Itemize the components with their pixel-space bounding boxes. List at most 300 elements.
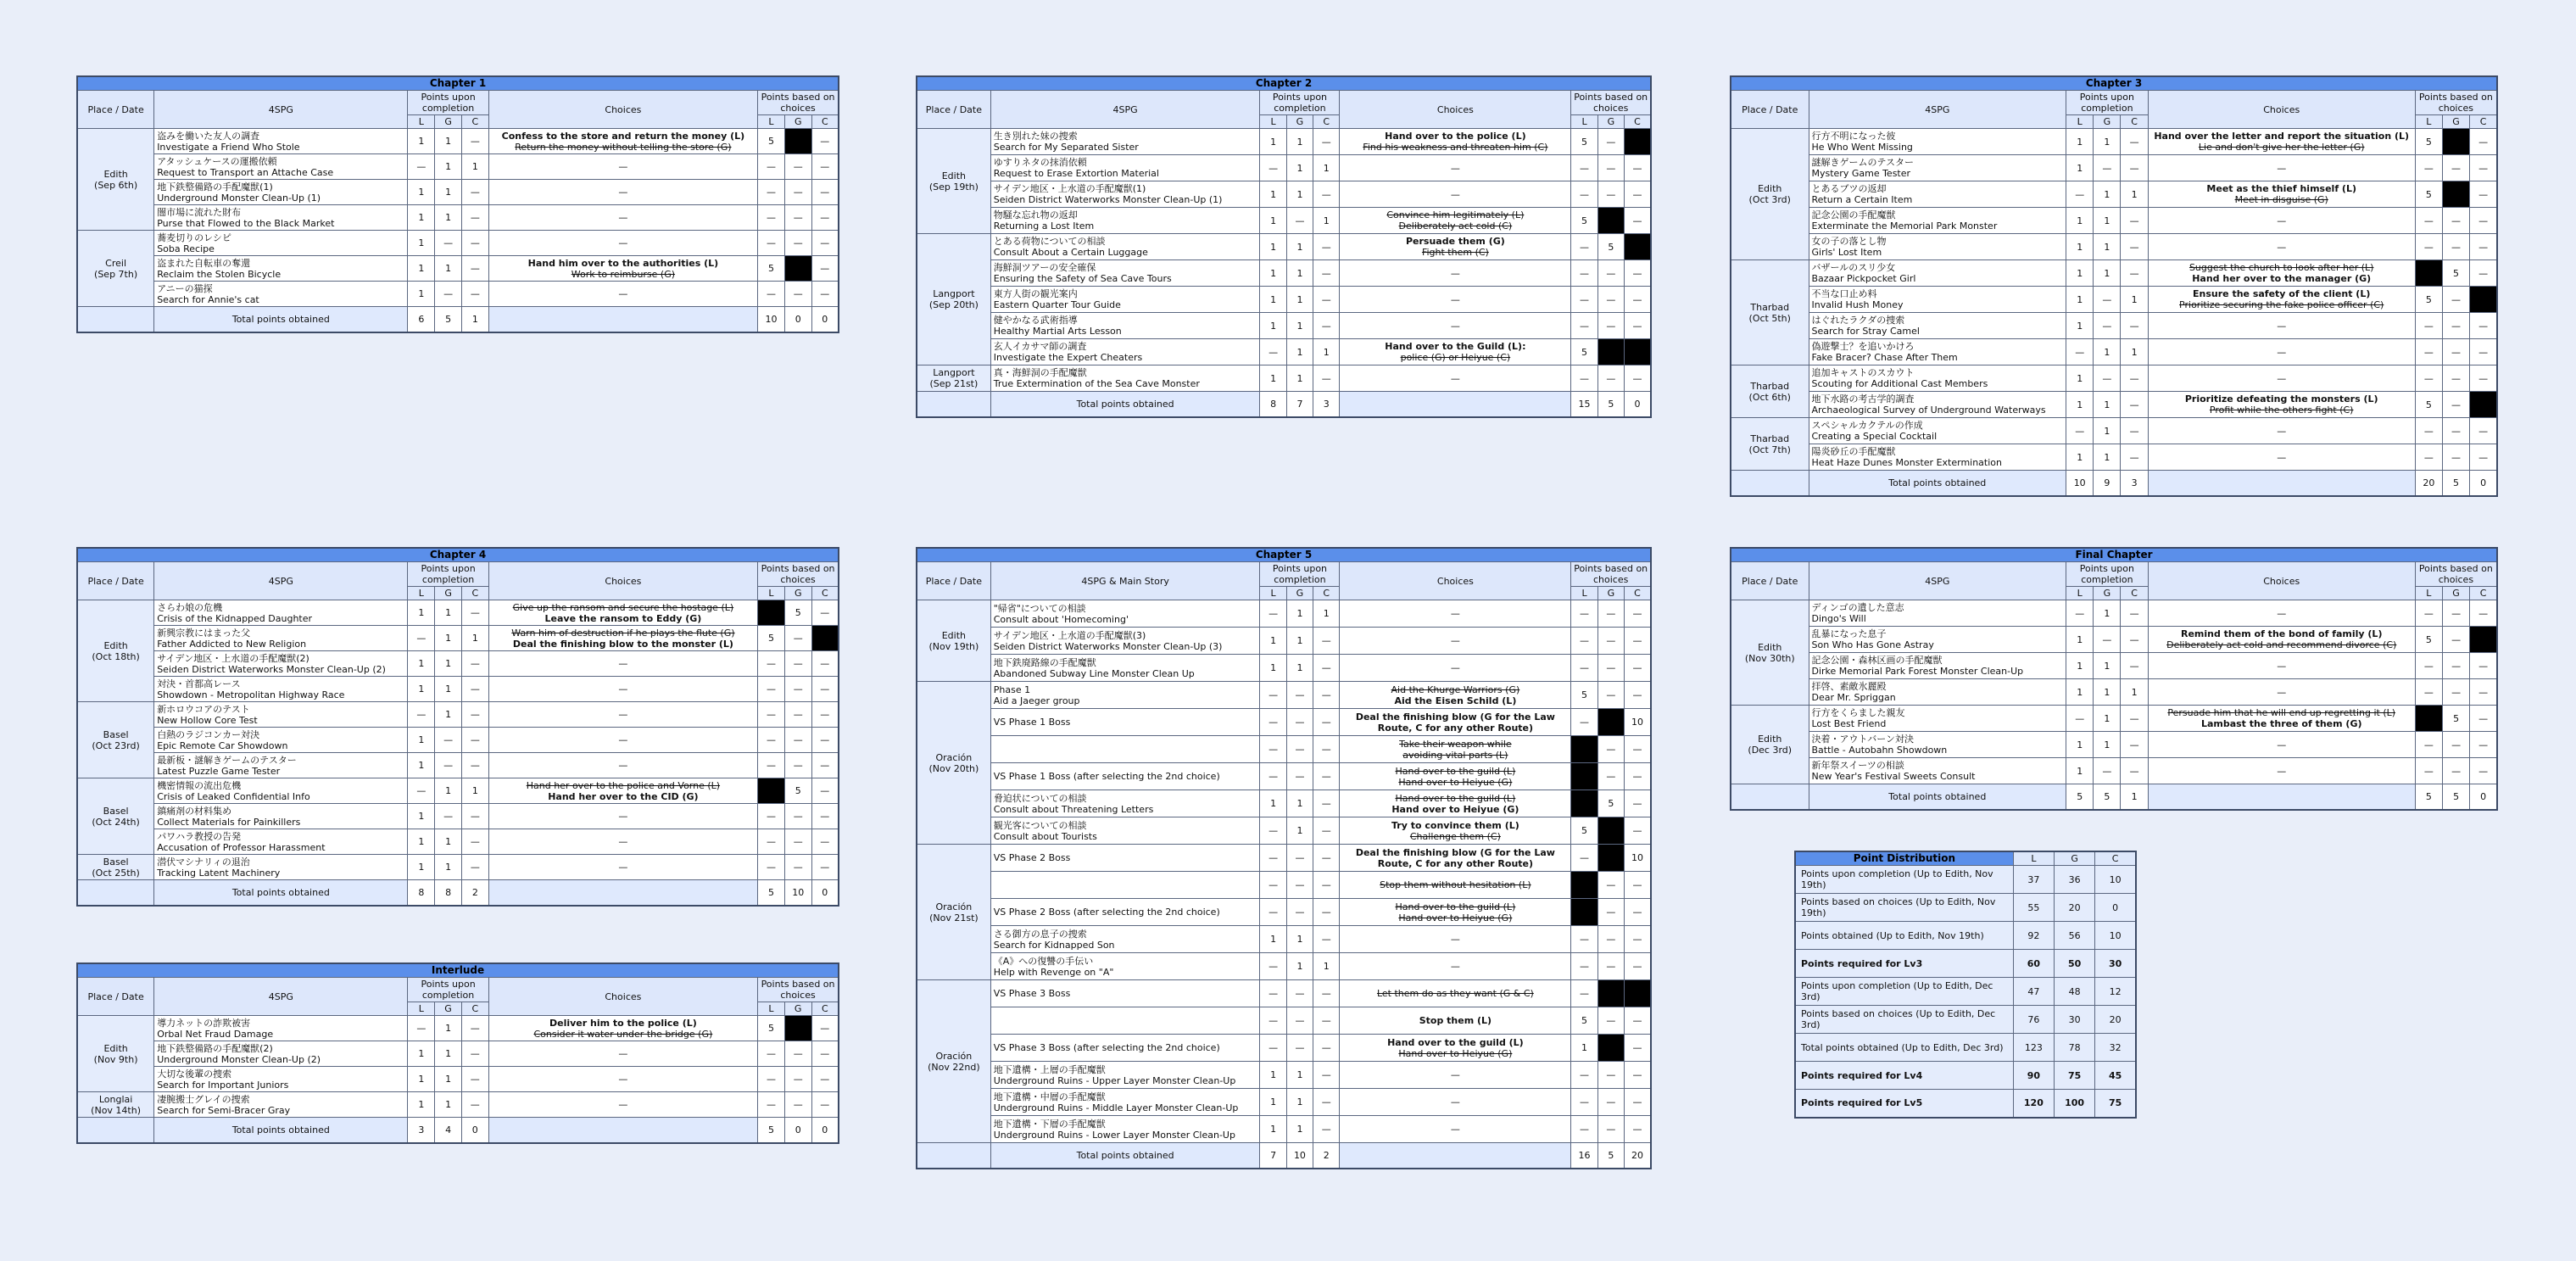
total-choice-spacer	[1340, 1143, 1571, 1169]
choice-text: Route, C for any other Route)	[1377, 722, 1534, 734]
completion-point-l: 1	[408, 600, 435, 626]
col-l-header: L	[408, 115, 435, 129]
choice-point-l: —	[1571, 628, 1597, 655]
choice-point-c: —	[1625, 790, 1652, 817]
total-choice-spacer	[1340, 392, 1571, 417]
choice-point-l: —	[1571, 600, 1597, 628]
total-spacer	[917, 392, 990, 417]
choice-text: —	[618, 187, 628, 198]
quest-cell	[1809, 418, 2066, 444]
completion-point-l: 1	[2066, 392, 2094, 418]
choice-point-c: —	[2470, 129, 2497, 155]
choice-point-g: —	[1597, 1062, 1624, 1089]
quest-header: 4SPG	[990, 91, 1260, 129]
choice-point-g: —	[784, 728, 811, 753]
completion-point-l: 1	[1260, 234, 1286, 260]
quest-cell	[1809, 600, 2066, 627]
quest-cell	[154, 753, 408, 778]
completion-point-g: 1	[2094, 600, 2121, 627]
choice-cell	[488, 1067, 757, 1092]
completion-point-c: —	[1313, 628, 1340, 655]
choice-text: —	[2277, 660, 2287, 672]
place-date-line: (Nov 22nd)	[928, 1061, 980, 1073]
choice-point-c: —	[1625, 600, 1652, 628]
completion-point-l: —	[1260, 339, 1286, 365]
place-date-line: Longlai	[98, 1093, 133, 1105]
choice-point-c: —	[1625, 181, 1652, 208]
choice-point-l: —	[1571, 260, 1597, 287]
completion-point-c: —	[461, 855, 488, 880]
quest-header: 4SPG	[1809, 562, 2066, 600]
quest-name-en: Collect Materials for Painkillers	[157, 816, 301, 828]
choice-text: Give up the ransom and secure the hostage (L)	[512, 601, 734, 613]
place-date-line: Tharbad	[1750, 301, 1790, 313]
place-date-line: (Nov 20th)	[928, 762, 979, 774]
completion-point-l: 1	[2066, 679, 2094, 706]
choice-cell	[1340, 287, 1571, 313]
table-row	[1795, 978, 2136, 1006]
quest-name-en: Epic Remote Car Showdown	[157, 739, 288, 751]
table-row	[77, 778, 839, 804]
quest-name-en: Search for Annie's cat	[157, 293, 259, 305]
choice-cell	[488, 829, 757, 855]
choice-text: —	[1450, 635, 1460, 646]
choice-point-l: —	[1571, 155, 1597, 181]
completion-point-c: —	[2121, 627, 2148, 653]
choice-text: Suggest the church to look after her (L)	[2188, 262, 2374, 273]
choice-point-l: —	[2415, 444, 2442, 471]
completion-point-l: 1	[408, 1041, 435, 1067]
col-c-header: C	[811, 1002, 839, 1016]
total-value-c: 0	[811, 880, 839, 906]
quest-name-en: VS Phase 3 Boss	[993, 988, 1071, 999]
place-date-line: Edith	[103, 168, 128, 180]
quest-name-en: Returning a Lost Item	[993, 220, 1095, 232]
completion-point-g: 1	[1286, 1089, 1313, 1116]
distribution-label: Total points obtained (Up to Edith, Dec 3rd)	[1795, 1034, 2013, 1062]
total-value-g: 8	[435, 880, 462, 906]
quest-name-en: Underground Ruins - Middle Layer Monster Clean-Up	[993, 1102, 1239, 1113]
choice-point-l: —	[2415, 732, 2442, 758]
quest-cell	[990, 628, 1260, 655]
completion-point-g: 1	[1286, 155, 1313, 181]
choices-header: Choices	[488, 91, 757, 129]
completion-point-l: 1	[1260, 1089, 1286, 1116]
choice-point-l: 5	[2415, 627, 2442, 653]
table-row	[917, 872, 1651, 899]
quest-cell	[1809, 653, 2066, 679]
completion-points-header: Points upon completion	[2066, 562, 2149, 587]
choice-point-c: —	[2470, 365, 2497, 392]
choice-point-blocked-g	[1597, 845, 1624, 872]
place-date-line: (Nov 30th)	[1744, 652, 1795, 664]
choice-cell	[488, 154, 757, 180]
table-row	[917, 600, 1651, 628]
completion-point-g: —	[1286, 763, 1313, 790]
table-row	[77, 626, 839, 651]
col-c-header: C	[1313, 587, 1340, 600]
choice-point-g: —	[1597, 1089, 1624, 1116]
place-date-header: Place / Date	[917, 91, 990, 129]
choice-point-l: 1	[1571, 1035, 1597, 1062]
choice-point-l: —	[1571, 313, 1597, 339]
quest-name-jp: さらわ娘の危機	[157, 601, 223, 613]
choice-point-c: —	[2470, 444, 2497, 471]
completion-point-g: —	[2094, 758, 2121, 784]
table-row	[917, 628, 1651, 655]
choice-cell	[488, 651, 757, 677]
choice-point-c: —	[2470, 181, 2497, 208]
choice-point-g: —	[2442, 313, 2469, 339]
point-distribution-table	[1794, 851, 2137, 1119]
quest-name-en: Request to Erase Extortion Material	[993, 168, 1159, 179]
choice-point-c: —	[2470, 155, 2497, 181]
choice-text: —	[618, 212, 628, 223]
col-c-header: C	[461, 1002, 488, 1016]
place-date-line: Basel	[103, 856, 129, 868]
col-g-header: G	[784, 1002, 811, 1016]
choice-cell	[1340, 155, 1571, 181]
choice-point-l: 5	[758, 626, 785, 651]
choice-point-g: —	[2442, 287, 2469, 313]
choice-cell	[2148, 627, 2415, 653]
choice-text: Persuade him that he will end up regretting it (L)	[2167, 707, 2396, 718]
completion-point-g: 1	[1286, 181, 1313, 208]
completion-point-g: —	[1286, 208, 1313, 234]
table-row	[77, 256, 839, 282]
choice-point-c: —	[811, 753, 839, 778]
choice-point-c: —	[2470, 260, 2497, 287]
table-row	[917, 1007, 1651, 1035]
completion-point-g: 1	[1286, 287, 1313, 313]
completion-points-header: Points upon completion	[408, 91, 488, 115]
quest-name-en: Eastern Quarter Tour Guide	[993, 299, 1121, 310]
choice-text: Hand over to the guild (L)	[1395, 792, 1516, 804]
place-date-line: Edith	[103, 639, 128, 651]
choice-cell	[488, 626, 757, 651]
distribution-value: 32	[2095, 1034, 2136, 1062]
choice-cell	[1340, 980, 1571, 1007]
quest-name-jp: 決着・アウトバーン対決	[1811, 734, 1915, 745]
completion-point-l: 1	[408, 1067, 435, 1092]
completion-point-g: —	[1286, 980, 1313, 1007]
choice-cell	[488, 1092, 757, 1118]
col-g-header: G	[1286, 587, 1313, 600]
place-date-line: Edith	[1758, 183, 1782, 194]
choice-point-g: —	[1597, 655, 1624, 682]
choice-text: —	[2277, 372, 2287, 384]
completion-point-g: —	[435, 231, 462, 256]
total-value-c: 0	[1625, 392, 1652, 417]
choices-header: Choices	[1340, 91, 1571, 129]
completion-point-l: —	[1260, 600, 1286, 628]
choice-point-g: —	[784, 180, 811, 205]
choice-point-c: —	[2470, 339, 2497, 365]
table-row	[77, 651, 839, 677]
choice-text: —	[2277, 451, 2287, 463]
quest-cell	[990, 709, 1260, 736]
choice-point-l: 5	[1571, 817, 1597, 845]
choice-cell	[2148, 365, 2415, 392]
quest-cell	[154, 256, 408, 282]
choice-cell	[2148, 339, 2415, 365]
total-value-l: 5	[758, 880, 785, 906]
choice-cell	[1340, 208, 1571, 234]
quest-name-jp: 行方不明になった彼	[1811, 131, 1896, 142]
quest-cell	[154, 600, 408, 626]
choice-point-blocked-c	[1625, 339, 1652, 365]
quest-cell	[154, 702, 408, 728]
place-date-cell	[77, 1016, 154, 1092]
choice-point-c: —	[1625, 736, 1652, 763]
table-row	[77, 855, 839, 880]
completion-point-c: 1	[2121, 181, 2148, 208]
col-c-header: C	[2470, 587, 2497, 600]
choice-cell	[1340, 926, 1571, 953]
distribution-value: 92	[2013, 922, 2054, 950]
table-row	[917, 899, 1651, 926]
completion-point-l: 1	[1260, 208, 1286, 234]
place-date-cell	[917, 600, 990, 682]
completion-point-l: 1	[408, 180, 435, 205]
choice-cell	[488, 677, 757, 702]
choice-cell	[1340, 181, 1571, 208]
quest-name-jp: Phase 1	[993, 684, 1031, 695]
quest-name-jp: 記念公園の手配魔獣	[1811, 209, 1896, 220]
choice-point-l: —	[1571, 845, 1597, 872]
quest-name-en: Accusation of Professor Harassment	[157, 841, 326, 853]
choice-text: Warn him of destruction if he plays the flute (G)	[511, 627, 735, 639]
choice-point-c: —	[1625, 1116, 1652, 1143]
completion-point-c: —	[2121, 418, 2148, 444]
col-l-header: L	[2066, 587, 2094, 600]
quest-name-jp: 潜伏マシナリィの退治	[157, 856, 250, 868]
table-row	[917, 790, 1651, 817]
choice-cell	[2148, 418, 2415, 444]
quest-cell	[990, 899, 1260, 926]
choice-point-l: —	[758, 1067, 785, 1092]
table-row	[1731, 287, 2497, 313]
table-row	[917, 845, 1651, 872]
table-row	[1731, 758, 2497, 784]
choice-text: —	[1450, 293, 1460, 305]
choice-point-blocked-c	[811, 626, 839, 651]
completion-point-c: 1	[1313, 339, 1340, 365]
completion-point-g: 1	[1286, 234, 1313, 260]
table-row	[77, 753, 839, 778]
quest-cell	[990, 313, 1260, 339]
distribution-value: 50	[2055, 950, 2095, 978]
choice-point-g: —	[2442, 234, 2469, 260]
quest-cell	[990, 845, 1260, 872]
col-c-header: C	[811, 587, 839, 600]
completion-point-g: 1	[1286, 339, 1313, 365]
choice-point-g: 5	[784, 778, 811, 804]
choice-point-g: 5	[1597, 790, 1624, 817]
total-value-l: 5	[2415, 784, 2442, 810]
quest-cell	[154, 180, 408, 205]
place-date-header: Place / Date	[77, 978, 154, 1016]
choice-text: —	[618, 1074, 628, 1085]
quest-name-en: Scouting for Additional Cast Members	[1811, 378, 1988, 389]
choice-text: Persuade them (G)	[1405, 236, 1505, 247]
place-date-cell	[77, 702, 154, 778]
choice-point-c: —	[811, 728, 839, 753]
completion-point-l: —	[1260, 1007, 1286, 1035]
completion-point-c: —	[461, 728, 488, 753]
col-l-header: L	[758, 1002, 785, 1016]
choice-point-blocked-g	[1597, 980, 1624, 1007]
choice-text: Meet in disguise (G)	[2234, 194, 2328, 205]
total-value-c: 20	[1625, 1143, 1652, 1169]
completion-point-l: 1	[1260, 365, 1286, 392]
quest-name-en: Purse that Flowed to the Black Market	[157, 217, 335, 229]
choice-cell	[488, 256, 757, 282]
distribution-value: 55	[2013, 894, 2054, 922]
completion-point-l: 1	[408, 855, 435, 880]
quest-cell	[154, 1016, 408, 1041]
choice-point-g: 5	[1597, 234, 1624, 260]
choice-point-g: —	[2442, 392, 2469, 418]
table-row	[917, 709, 1651, 736]
completion-point-g: —	[1286, 899, 1313, 926]
choice-point-l: —	[758, 677, 785, 702]
completion-point-l: 1	[408, 1092, 435, 1118]
completion-point-c: —	[461, 829, 488, 855]
quest-name-jp: 新ホロウコアのテスト	[157, 703, 250, 715]
place-date-line: (Oct 3rd)	[1748, 194, 1791, 205]
choice-point-l: 5	[1571, 208, 1597, 234]
choice-text: Hand over to the Guild (L):	[1385, 341, 1526, 352]
choice-text: —	[618, 658, 628, 669]
choice-point-g: —	[1597, 600, 1624, 628]
quest-name-jp: アタッシュケースの運搬依頼	[157, 155, 277, 167]
quest-cell	[990, 736, 1260, 763]
completion-point-l: 1	[1260, 1116, 1286, 1143]
choice-text: —	[1450, 162, 1460, 174]
quest-name-en: Showdown - Metropolitan Highway Race	[157, 689, 345, 700]
completion-point-c: —	[461, 1067, 488, 1092]
choice-cell	[488, 129, 757, 154]
table-row	[1731, 392, 2497, 418]
quest-name-en: Fake Bracer? Chase After Them	[1811, 352, 1958, 363]
table-row	[917, 129, 1651, 155]
chapter-title: Chapter 3	[1731, 76, 2497, 91]
quest-cell	[990, 1116, 1260, 1143]
total-value-g: 5	[2094, 784, 2121, 810]
quest-cell	[1809, 706, 2066, 732]
choice-point-l: —	[1571, 287, 1597, 313]
quest-cell	[1809, 260, 2066, 287]
completion-point-l: 1	[2066, 653, 2094, 679]
completion-point-c: 1	[2121, 287, 2148, 313]
choice-point-g: —	[2442, 155, 2469, 181]
completion-point-l: —	[408, 626, 435, 651]
completion-point-g: —	[1286, 682, 1313, 709]
completion-point-g: 1	[2094, 418, 2121, 444]
choice-cell	[2148, 732, 2415, 758]
completion-point-c: —	[2121, 208, 2148, 234]
choice-point-c: —	[2470, 418, 2497, 444]
completion-point-l: 1	[408, 205, 435, 231]
distribution-value: 37	[2013, 866, 2054, 894]
choice-cell	[488, 600, 757, 626]
choice-cell	[2148, 313, 2415, 339]
distribution-label: Points required for Lv4	[1795, 1062, 2013, 1090]
choice-cell	[2148, 129, 2415, 155]
total-value-c: 1	[461, 307, 488, 332]
distribution-value: 48	[2055, 978, 2095, 1006]
choice-text: Find his weakness and threaten him (C)	[1363, 142, 1548, 153]
table-row	[917, 208, 1651, 234]
completion-point-g: 1	[1286, 655, 1313, 682]
choice-cell	[1340, 655, 1571, 682]
choice-point-l: —	[1571, 234, 1597, 260]
quest-cell	[154, 829, 408, 855]
col-l-header: L	[1571, 587, 1597, 600]
table-row	[77, 1092, 839, 1118]
choice-cell	[488, 702, 757, 728]
choice-point-g: —	[784, 154, 811, 180]
choice-point-l: —	[758, 1092, 785, 1118]
choice-point-c: —	[811, 778, 839, 804]
completion-point-l: 1	[2066, 627, 2094, 653]
choice-text: Deal the finishing blow (G for the Law	[1355, 846, 1555, 858]
choice-cell	[1340, 313, 1571, 339]
completion-point-l: 1	[408, 829, 435, 855]
distribution-value: 47	[2013, 978, 2054, 1006]
completion-point-g: 1	[435, 829, 462, 855]
choice-text: Take their weapon while	[1399, 738, 1512, 750]
completion-point-g: 1	[2094, 653, 2121, 679]
quest-name-en: Orbal Net Fraud Damage	[157, 1028, 274, 1040]
completion-point-c: 1	[2121, 339, 2148, 365]
col-l-header: L	[1571, 115, 1597, 129]
distribution-label: Points obtained (Up to Edith, Nov 19th)	[1795, 922, 2013, 950]
choice-text: —	[618, 684, 628, 695]
total-value-c: 3	[1313, 392, 1340, 417]
col-c-header: C	[1625, 115, 1652, 129]
quest-cell	[1809, 365, 2066, 392]
completion-point-c: —	[1313, 1089, 1340, 1116]
completion-point-c: —	[1313, 709, 1340, 736]
choice-text: Convince him legitimately (L)	[1386, 209, 1525, 220]
total-value-g: 5	[1597, 392, 1624, 417]
total-spacer	[77, 1118, 154, 1143]
distribution-value: 56	[2055, 922, 2095, 950]
place-date-cell	[77, 231, 154, 307]
completion-point-g: —	[435, 282, 462, 307]
completion-point-g: 1	[1286, 260, 1313, 287]
completion-point-g: 1	[2094, 208, 2121, 234]
table-row	[917, 234, 1651, 260]
distribution-value: 75	[2095, 1090, 2136, 1118]
col-g-header: G	[435, 115, 462, 129]
choice-point-c: —	[811, 154, 839, 180]
total-value-c: 0	[811, 307, 839, 332]
quest-cell	[1809, 313, 2066, 339]
quest-cell	[990, 181, 1260, 208]
col-g-header: G	[2094, 115, 2121, 129]
choice-point-c: —	[811, 677, 839, 702]
choice-point-g: —	[2442, 600, 2469, 627]
quest-name-en: New Hollow Core Test	[157, 714, 258, 726]
choice-text: Fight them (C)	[1421, 247, 1489, 258]
choice-text: Hand him over to the authorities (L)	[527, 257, 719, 269]
quest-name-jp: 新興宗教にはまった父	[157, 627, 251, 639]
total-spacer	[77, 880, 154, 906]
completion-point-c: —	[1313, 655, 1340, 682]
